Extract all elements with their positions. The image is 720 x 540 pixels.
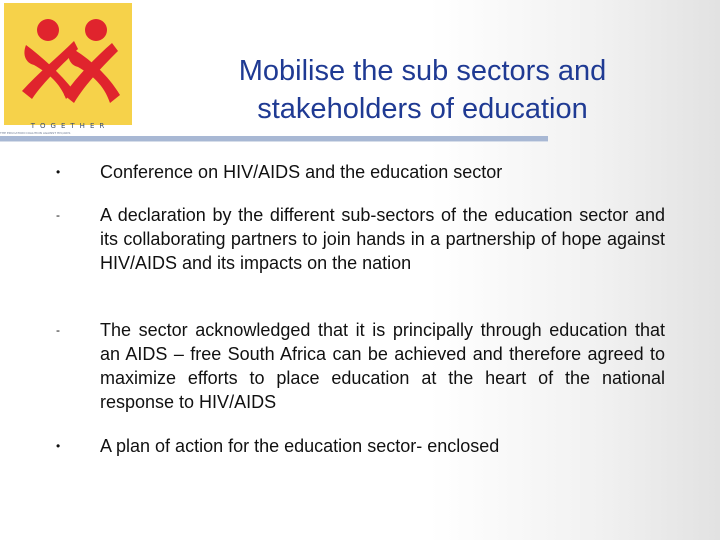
- title-divider-shadow: [0, 141, 548, 142]
- bullet-marker: -: [56, 208, 60, 222]
- bullet-text: A plan of action for the education sector- enclosed: [100, 436, 500, 456]
- slide-title: [150, 52, 695, 128]
- bullet-text: The sector acknowledged that it is principally through education that an AIDS – free South Africa can be achieved and therefore agreed to maximize efforts to place education at the heart of the national response to HIV/AIDS: [100, 320, 665, 412]
- bullet-marker: •: [56, 165, 61, 179]
- slide-title-line-1: Mobilise the sub sectors and: [238, 55, 607, 87]
- bullet-text: A declaration by the different sub-sectors of the education sector and its collaborating partners to join hands in a partnership of hope against HIV/AIDS and its impacts on the nation: [100, 205, 665, 273]
- logo-subcaption: THE EDUCATION COALITION AGAINST HIV/AIDS: [0, 131, 71, 135]
- bullet-text: Conference on HIV/AIDS and the education sector: [100, 162, 503, 182]
- slide-title-line-2: stakeholders of education: [257, 93, 588, 125]
- red-ribbon-figures-icon: [4, 3, 132, 125]
- logo-caption: TOGETHER: [30, 122, 110, 130]
- coalition-logo: [4, 3, 132, 125]
- bullet-marker: •: [56, 439, 61, 453]
- bullet-marker: -: [56, 323, 60, 337]
